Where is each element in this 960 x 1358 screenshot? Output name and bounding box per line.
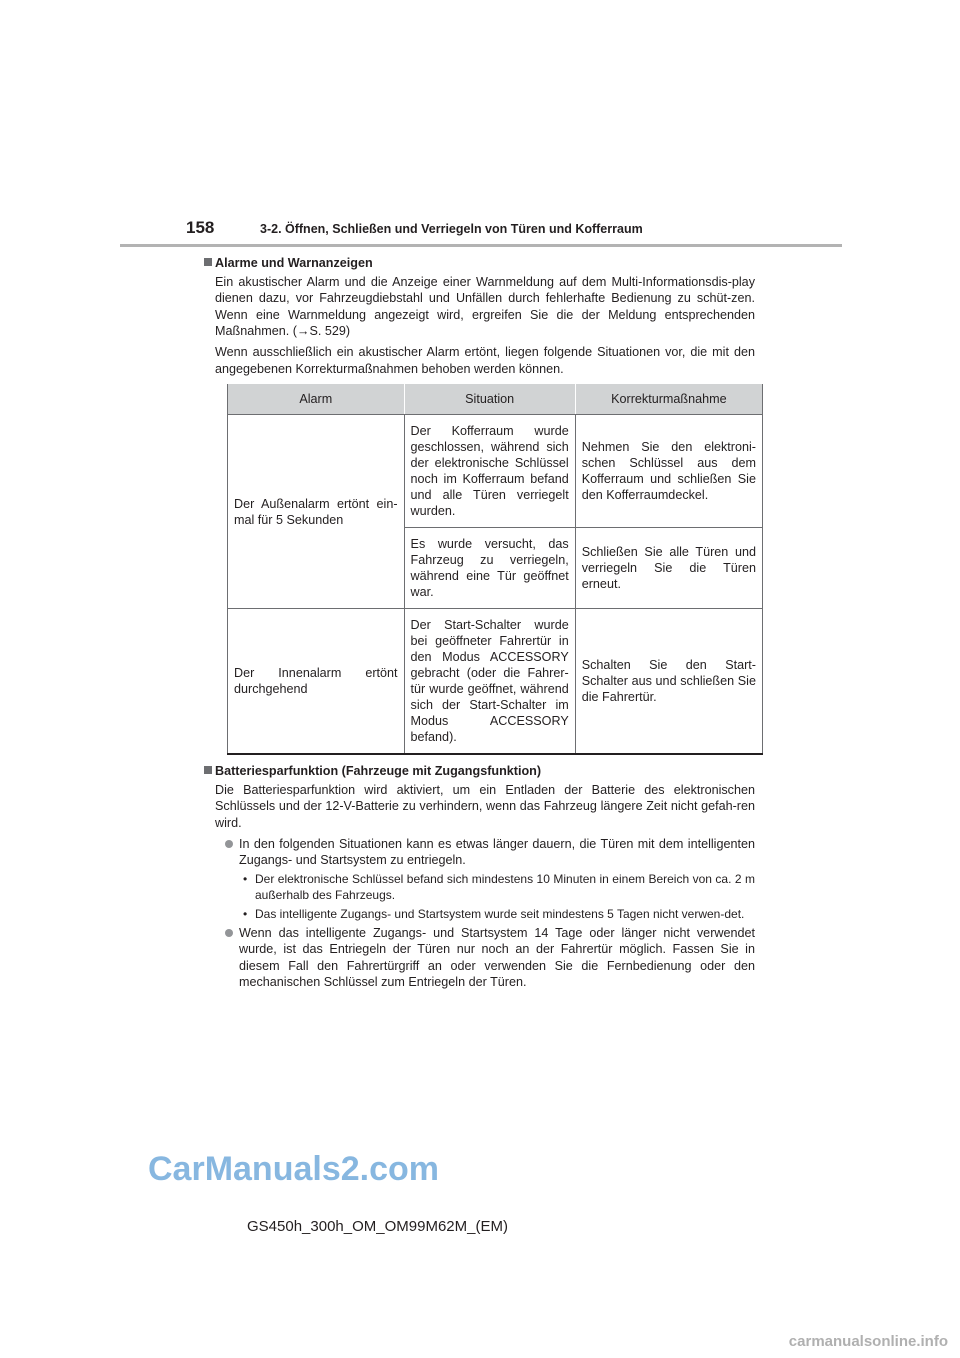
table-cell-alarm: Der Außenalarm ertönt ein-mal für 5 Sekunden <box>228 415 405 609</box>
watermark-bottom: carmanualsonline.info <box>788 1333 948 1350</box>
bullet-dot-icon <box>225 929 233 937</box>
paragraph: Wenn ausschließlich ein akustischer Alarm ertönt, liegen folgende Situationen vor, die mit den angegebenen Korrekturmaßnahmen behoben werden können. <box>215 344 755 376</box>
bullet-item <box>215 925 755 991</box>
sub-bullet-icon: • <box>243 871 248 886</box>
section-batterie-title <box>204 763 755 780</box>
header-rule <box>120 244 842 247</box>
table-cell-action: Schalten Sie den Start-Schalter aus und schließen Sie die Fahrertür. <box>575 609 762 755</box>
bullet-text: In den folgenden Situationen kann es etwas länger dauern, die Türen mit dem intelligenten Zugangs- und Startsystem zu entriegeln. <box>239 836 755 868</box>
table-cell-situation: Der Kofferraum wurde geschlossen, während sich der elektronische Schlüssel noch im Kofferraum befand und alle Türen verriegelt wurden. <box>404 415 575 528</box>
main-content <box>215 255 755 993</box>
running-head: 3-2. Öffnen, Schließen und Verriegeln von Türen und Kofferraum <box>260 222 643 236</box>
table-header-alarm: Alarm <box>228 384 405 415</box>
table-cell-alarm: Der Innenalarm ertönt durchgehend <box>228 609 405 755</box>
page-number: 158 <box>186 218 215 237</box>
sub-list-item <box>215 906 755 923</box>
bullet-text: Wenn das intelligente Zugangs- und Startsystem 14 Tage oder länger nicht verwendet wurde, ist das Entriegeln der Türen nur noch an der Fahrertür möglich. Fassen Sie in diesem Fall den Fahrertürgriff an oder verwenden Sie die Fernbedienung oder den mechanischen Schlüssel zum Entriegeln der Türen. <box>239 925 755 990</box>
table-cell-action: Schließen Sie alle Türen und verriegeln Sie die Türen erneut. <box>575 528 762 609</box>
paragraph: Ein akustischer Alarm und die Anzeige einer Warnmeldung auf dem Multi-Informationsdis-play dienen dazu, vor Fahrzeugdiebstahl und Unfällen durch fehlerhafte Bedienung zu schüt-zen. Wenn eine Warnmeldung angezeigt wird, ergreifen Sie die der Meldung entsprechenden Maßnahmen. (→S. 529) <box>215 274 755 339</box>
table-header-row <box>228 384 763 415</box>
table-cell-action: Nehmen Sie den elektroni-schen Schlüssel aus dem Kofferraum und schließen Sie den Kofferraumdeckel. <box>575 415 762 528</box>
table-row <box>228 415 763 528</box>
table-header-situation: Situation <box>404 384 575 415</box>
paragraph: Die Batteriesparfunktion wird aktiviert, um ein Entladen der Batterie des elektronischen Schlüssels und der 12-V-Batterie zu verhindern, wenn das Fahrzeug längere Zeit nicht gefah-ren wird. <box>215 782 755 830</box>
alarm-table <box>227 384 763 755</box>
table-header-action: Korrekturmaßnahme <box>575 384 762 415</box>
section-title-text: Alarme und Warnanzeigen <box>215 256 373 270</box>
section-square-icon <box>204 258 212 266</box>
section-alarme-title <box>204 255 755 272</box>
bullet-item <box>215 836 755 869</box>
table-cell-situation: Der Start-Schalter wurde bei geöffneter Fahrertür in den Modus ACCESSORY gebracht (oder die Fahrer-tür wurde geöffnet, während sich der Start-Schalter im Modus ACCESSORY befand). <box>404 609 575 755</box>
section-title-text: Batteriesparfunktion (Fahrzeuge mit Zugangsfunktion) <box>215 764 542 779</box>
sub-bullet-icon: • <box>243 906 248 921</box>
sub-list-item <box>215 871 755 904</box>
watermark-logo: CarManuals2.com <box>148 1150 439 1188</box>
section-square-icon <box>204 766 212 774</box>
table-cell-situation: Es wurde versucht, das Fahrzeug zu verriegeln, während eine Tür geöffnet war. <box>404 528 575 609</box>
sub-list-text: Der elektronische Schlüssel befand sich mindestens 10 Minuten in einem Bereich von ca. 2 m außerhalb des Fahrzeugs. <box>255 871 755 903</box>
document-code: GS450h_300h_OM_OM99M62M_(EM) <box>247 1218 508 1235</box>
bullet-dot-icon <box>225 840 233 848</box>
table-row <box>228 609 763 755</box>
sub-list-text: Das intelligente Zugangs- und Startsystem wurde seit mindestens 5 Tagen nicht verwen-det. <box>255 906 745 921</box>
